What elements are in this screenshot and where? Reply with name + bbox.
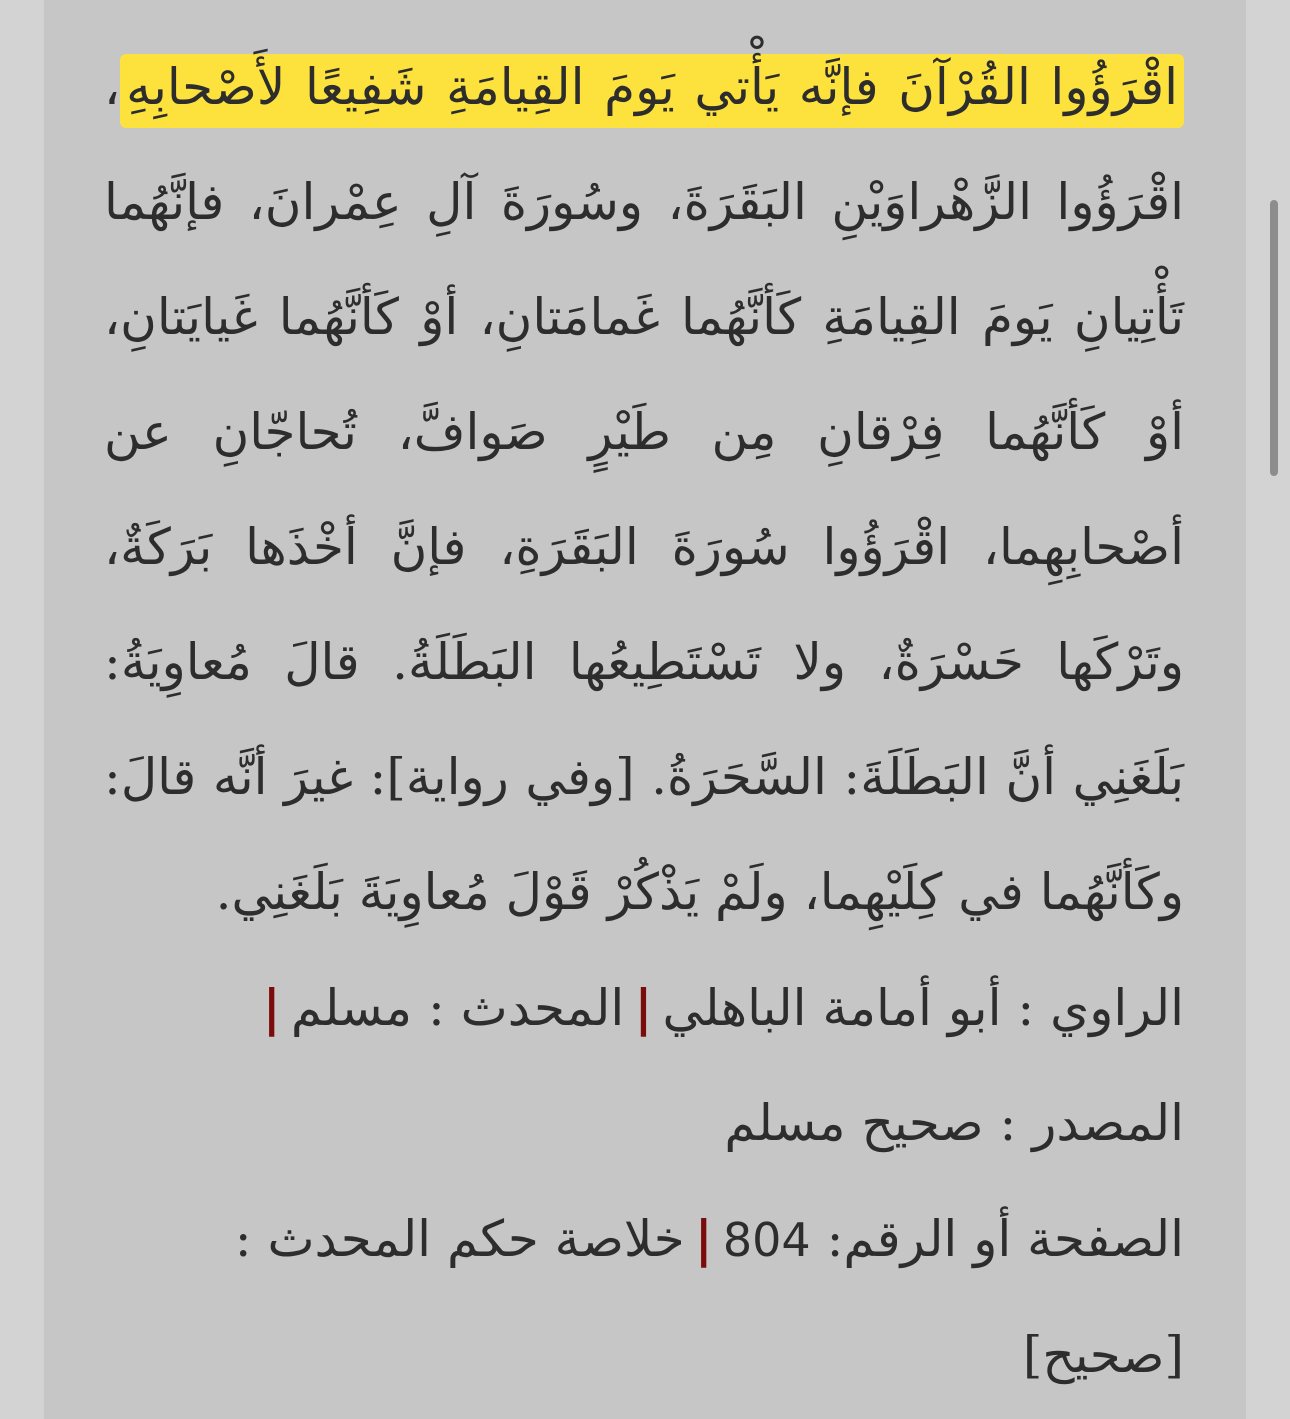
hadith-content [104, 30, 1184, 1413]
attribution-line [104, 950, 1184, 1181]
separator: | [634, 978, 653, 1037]
separator: | [262, 978, 281, 1037]
highlighted-text[interactable]: اقْرَؤُوا القُرْآنَ فإنَّه يَأْتي يَومَ القِيامَةِ شَفِيعًا لأَصْحابِهِ [120, 54, 1184, 128]
ruling-label: خلاصة حكم المحدث : [234, 1210, 685, 1268]
page-number: 804 [722, 1213, 811, 1267]
hadith-body: ، اقْرَؤُوا الزَّهْراوَيْنِ البَقَرَةَ، وسُورَةَ آلِ عِمْرانَ، فإنَّهُما تَأْتِيانِ يَومَ القِيامَةِ كَأنَّهُما غَمامَتانِ، أوْ كَأنَّهُما غَيايَتانِ، أوْ كَأنَّهُما فِرْقانِ مِن طَيْرٍ صَوافَّ، تُحاجّانِ عن أصْحابِهِما، اقْرَؤُوا سُورَةَ البَقَرَةِ، فإنَّ أخْذَها بَرَكَةٌ، وتَرْكَها حَسْرَةٌ، ولا تَسْتَطِيعُها البَطَلَةُ. قالَ مُعاوِيَةُ: بَلَغَنِي أنَّ البَطَلَةَ: السَّحَرَةُ. [وفي رواية]: غيرَ أنَّه قالَ: وكَأنَّهُما في كِلَيْهِما، ولَمْ يَذْكُرْ قَوْلَ مُعاوِيَةَ بَلَغَنِي. [104, 58, 1184, 921]
document-panel [44, 0, 1246, 1419]
reference-line [104, 1181, 1184, 1413]
narrator: الراوي : أبو أمامة الباهلي [662, 979, 1184, 1037]
hadith-paragraph [104, 30, 1184, 950]
separator: | [694, 1209, 713, 1268]
ruling: [صحيح] [1022, 1326, 1184, 1384]
scrollbar-thumb[interactable] [1270, 200, 1278, 476]
muhaddith: المحدث : مسلم [290, 979, 625, 1037]
page-label: الصفحة أو الرقم: [826, 1210, 1184, 1268]
source: المصدر : صحيح مسلم [724, 1094, 1184, 1152]
